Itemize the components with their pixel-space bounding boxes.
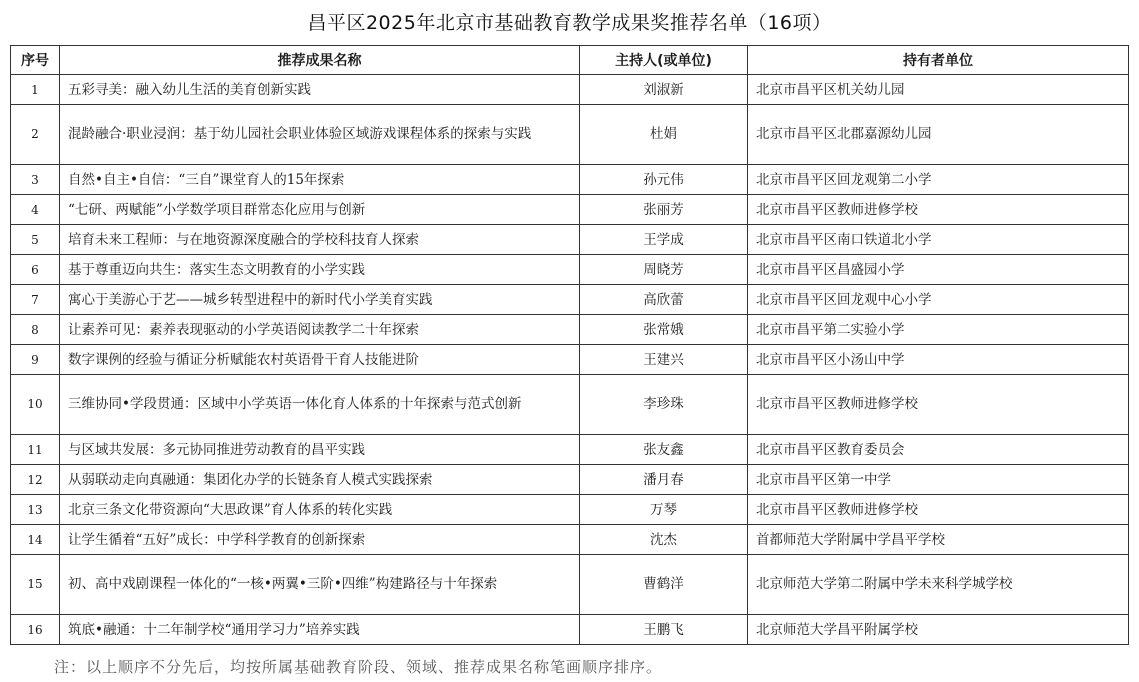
row-name: 与区域共发展：多元协同推进劳动教育的昌平实践 bbox=[60, 435, 580, 465]
row-name: 五彩寻美：融入幼儿生活的美育创新实践 bbox=[60, 75, 580, 105]
row-name: 三维协同•学段贯通：区域中小学英语一体化育人体系的十年探索与范式创新 bbox=[60, 375, 580, 435]
row-name: 让素养可见：素养表现驱动的小学英语阅读教学二十年探索 bbox=[60, 315, 580, 345]
row-unit: 北京市昌平区南口铁道北小学 bbox=[748, 225, 1129, 255]
row-unit: 北京市昌平区回龙观第二小学 bbox=[748, 165, 1129, 195]
row-no: 4 bbox=[11, 195, 60, 225]
row-no: 3 bbox=[11, 165, 60, 195]
row-name: 北京三条文化带资源向“大思政课”育人体系的转化实践 bbox=[60, 495, 580, 525]
row-host: 李珍珠 bbox=[580, 375, 748, 435]
row-name: 基于尊重迈向共生：落实生态文明教育的小学实践 bbox=[60, 255, 580, 285]
table-row bbox=[11, 375, 1129, 435]
table-row bbox=[11, 495, 1129, 525]
row-host: 杜娟 bbox=[580, 105, 748, 165]
row-no: 16 bbox=[11, 615, 60, 645]
header-unit: 持有者单位 bbox=[748, 46, 1129, 75]
row-unit: 北京市昌平区回龙观中心小学 bbox=[748, 285, 1129, 315]
row-no: 7 bbox=[11, 285, 60, 315]
row-name: 数字课例的经验与循证分析赋能农村英语骨干育人技能进阶 bbox=[60, 345, 580, 375]
row-name: 让学生循着“五好”成长：中学科学教育的创新探索 bbox=[60, 525, 580, 555]
row-host: 王学成 bbox=[580, 225, 748, 255]
row-host: 张常娥 bbox=[580, 315, 748, 345]
table-row bbox=[11, 435, 1129, 465]
header-name: 推荐成果名称 bbox=[60, 46, 580, 75]
table-header-row bbox=[11, 46, 1129, 75]
row-name: 混龄融合·职业浸润：基于幼儿园社会职业体验区域游戏课程体系的探索与实践 bbox=[60, 105, 580, 165]
row-name: 自然•自主•自信：“三自”课堂育人的15年探索 bbox=[60, 165, 580, 195]
row-unit: 北京市昌平区教师进修学校 bbox=[748, 195, 1129, 225]
row-name: 寓心于美游心于艺——城乡转型进程中的新时代小学美育实践 bbox=[60, 285, 580, 315]
table-row bbox=[11, 525, 1129, 555]
row-name: 初、高中戏剧课程一体化的“一核•两翼•三阶•四维”构建路径与十年探索 bbox=[60, 555, 580, 615]
table-row bbox=[11, 465, 1129, 495]
row-unit: 北京市昌平区小汤山中学 bbox=[748, 345, 1129, 375]
table-row bbox=[11, 165, 1129, 195]
header-host: 主持人(或单位) bbox=[580, 46, 748, 75]
row-no: 13 bbox=[11, 495, 60, 525]
table-row bbox=[11, 75, 1129, 105]
row-unit: 北京市昌平区昌盛园小学 bbox=[748, 255, 1129, 285]
row-host: 张丽芳 bbox=[580, 195, 748, 225]
row-host: 曹鹤洋 bbox=[580, 555, 748, 615]
row-host: 沈杰 bbox=[580, 525, 748, 555]
row-unit: 北京市昌平区北郡嘉源幼儿园 bbox=[748, 105, 1129, 165]
row-host: 王建兴 bbox=[580, 345, 748, 375]
row-unit: 北京市昌平区教师进修学校 bbox=[748, 495, 1129, 525]
row-unit: 北京市昌平第二实验小学 bbox=[748, 315, 1129, 345]
row-no: 14 bbox=[11, 525, 60, 555]
row-name: 从弱联动走向真融通：集团化办学的长链条育人模式实践探索 bbox=[60, 465, 580, 495]
row-host: 高欣蕾 bbox=[580, 285, 748, 315]
row-name: “七研、两赋能”小学数学项目群常态化应用与创新 bbox=[60, 195, 580, 225]
row-unit: 北京市昌平区教育委员会 bbox=[748, 435, 1129, 465]
table-row bbox=[11, 225, 1129, 255]
row-no: 9 bbox=[11, 345, 60, 375]
row-unit: 北京市昌平区教师进修学校 bbox=[748, 375, 1129, 435]
row-unit: 北京师范大学第二附属中学未来科学城学校 bbox=[748, 555, 1129, 615]
row-no: 15 bbox=[11, 555, 60, 615]
row-no: 11 bbox=[11, 435, 60, 465]
row-no: 1 bbox=[11, 75, 60, 105]
row-host: 周晓芳 bbox=[580, 255, 748, 285]
page-title: 昌平区2025年北京市基础教育教学成果奖推荐名单（16项） bbox=[307, 12, 832, 34]
row-name: 筑底•融通：十二年制学校“通用学习力”培养实践 bbox=[60, 615, 580, 645]
table-row bbox=[11, 615, 1129, 645]
row-no: 8 bbox=[11, 315, 60, 345]
header-no: 序号 bbox=[11, 46, 60, 75]
table-row bbox=[11, 555, 1129, 615]
table-row bbox=[11, 105, 1129, 165]
recommendation-table bbox=[10, 45, 1129, 645]
row-no: 12 bbox=[11, 465, 60, 495]
footnote: 注：以上顺序不分先后，均按所属基础教育阶段、领域、推荐成果名称笔画顺序排序。 bbox=[54, 658, 663, 676]
row-host: 张友鑫 bbox=[580, 435, 748, 465]
row-no: 5 bbox=[11, 225, 60, 255]
row-unit: 北京市昌平区第一中学 bbox=[748, 465, 1129, 495]
row-no: 6 bbox=[11, 255, 60, 285]
table-row bbox=[11, 255, 1129, 285]
row-unit: 首都师范大学附属中学昌平学校 bbox=[748, 525, 1129, 555]
row-unit: 北京市昌平区机关幼儿园 bbox=[748, 75, 1129, 105]
row-unit: 北京师范大学昌平附属学校 bbox=[748, 615, 1129, 645]
row-host: 刘淑新 bbox=[580, 75, 748, 105]
row-host: 潘月春 bbox=[580, 465, 748, 495]
table-row bbox=[11, 315, 1129, 345]
row-host: 万琴 bbox=[580, 495, 748, 525]
row-no: 10 bbox=[11, 375, 60, 435]
row-name: 培育未来工程师：与在地资源深度融合的学校科技育人探索 bbox=[60, 225, 580, 255]
table-row bbox=[11, 195, 1129, 225]
row-no: 2 bbox=[11, 105, 60, 165]
table-row bbox=[11, 285, 1129, 315]
row-host: 王鹏飞 bbox=[580, 615, 748, 645]
row-host: 孙元伟 bbox=[580, 165, 748, 195]
table-row bbox=[11, 345, 1129, 375]
